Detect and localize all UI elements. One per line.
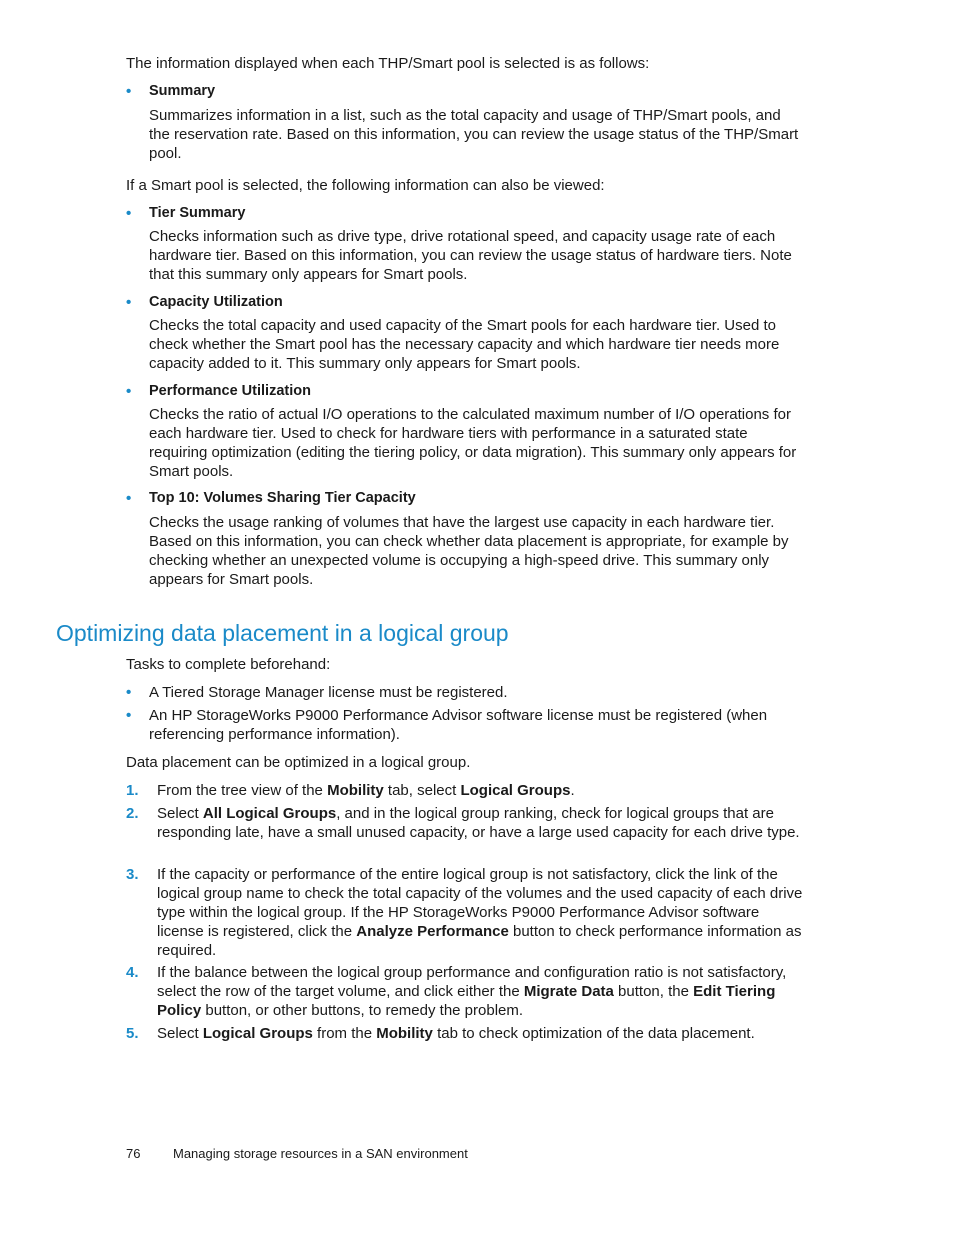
- smart-intro-paragraph: If a Smart pool is selected, the following information can also be viewed:: [126, 177, 605, 194]
- prereq-item: [126, 683, 806, 703]
- step-number: 4.: [126, 964, 139, 981]
- page-number: 76: [126, 1146, 141, 1161]
- step-text: If the balance between the logical group performance and configuration ratio is not satisfactory, select the row of the target volume, and click either the Migrate Data button, the Edit Tiering Policy button, or other buttons, to remedy the problem.: [157, 964, 787, 1019]
- step-number: 1.: [126, 782, 139, 799]
- step-text: If the capacity or performance of the entire logical group is not satisfactory, click the link of the logical group name to check the total capacity of the volumes and the used capacity of each drive type within the logical group. If the HP StorageWorks P9000 Performance Advisor software license is registered, click the Analyze Performance button to check performance information as required.: [157, 866, 803, 959]
- bullet-icon: •: [126, 490, 132, 507]
- step-text: Select Logical Groups from the Mobility tab to check optimization of the data placement.: [157, 1025, 755, 1042]
- bullet-icon: •: [126, 707, 132, 724]
- capacity-utilization-bullet: [126, 293, 806, 373]
- step-number: 2.: [126, 805, 139, 822]
- prereq-text: A Tiered Storage Manager license must be registered.: [149, 684, 508, 701]
- bullet-description: Checks information such as drive type, drive rotational speed, and capacity usage rate of each hardware tier. Based on this information, you can review the usage status of hardware tiers. Note that this summary only appears for Smart pools.: [149, 228, 792, 283]
- bullet-term: Capacity Utilization: [149, 294, 283, 310]
- chapter-title: Managing storage resources in a SAN environment: [173, 1146, 468, 1161]
- performance-utilization-bullet: [126, 382, 806, 482]
- section-heading: Optimizing data placement in a logical group: [56, 620, 509, 646]
- tasks-intro-paragraph: Tasks to complete beforehand:: [126, 656, 331, 673]
- bullet-icon: •: [126, 205, 132, 222]
- top10-volumes-bullet: [126, 489, 806, 589]
- bullet-icon: •: [126, 684, 132, 701]
- intro-paragraph: The information displayed when each THP/Smart pool is selected is as follows:: [126, 55, 650, 72]
- summary-bullet: [126, 82, 806, 162]
- bullet-term: Performance Utilization: [149, 383, 311, 399]
- step-number: 3.: [126, 866, 139, 883]
- bullet-description: Summarizes information in a list, such as the total capacity and usage of THP/Smart pools, and the reservation rate. Based on this information, you can review the usage status of the THP/Smart pool.: [149, 107, 799, 162]
- bullet-description: Checks the total capacity and used capacity of the Smart pools for each hardware tier. Used to check whether the Smart pool has the necessary capacity and which hardware tier needs more capacity added to it. This summary only appears for Smart pools.: [149, 317, 780, 372]
- tier-summary-bullet: [126, 204, 806, 284]
- step-text: Select All Logical Groups, and in the logical group ranking, check for logical groups that are responding late, have a small unused capacity, or have a large used capacity for each drive type.: [157, 805, 800, 841]
- placement-intro-paragraph: Data placement can be optimized in a logical group.: [126, 754, 471, 771]
- bullet-description: Checks the ratio of actual I/O operations to the calculated maximum number of I/O operations for each hardware tier. Used to check for hardware tiers with performance in a saturated state requiring optimization (editing the tiering policy, or data migration). This summary only appears for Smart pools.: [149, 406, 797, 480]
- bullet-icon: •: [126, 294, 132, 311]
- step-number: 5.: [126, 1025, 139, 1042]
- bullet-icon: •: [126, 383, 132, 400]
- bullet-term: Summary: [149, 83, 216, 99]
- bullet-icon: •: [126, 83, 132, 100]
- bullet-term: Tier Summary: [149, 205, 246, 221]
- bullet-term: Top 10: Volumes Sharing Tier Capacity: [149, 490, 416, 506]
- prereq-text: An HP StorageWorks P9000 Performance Advisor software license must be registered (when referencing performance information).: [149, 707, 768, 743]
- prereq-item: [126, 706, 806, 746]
- step-text: From the tree view of the Mobility tab, select Logical Groups.: [157, 782, 575, 799]
- bullet-description: Checks the usage ranking of volumes that have the largest use capacity in each hardware tier. Based on this information, you can check whether data placement is appropriate, for example by checking whether an unexpected volume is occupying a high-speed drive. This summary only appears for Smart pools.: [149, 514, 789, 588]
